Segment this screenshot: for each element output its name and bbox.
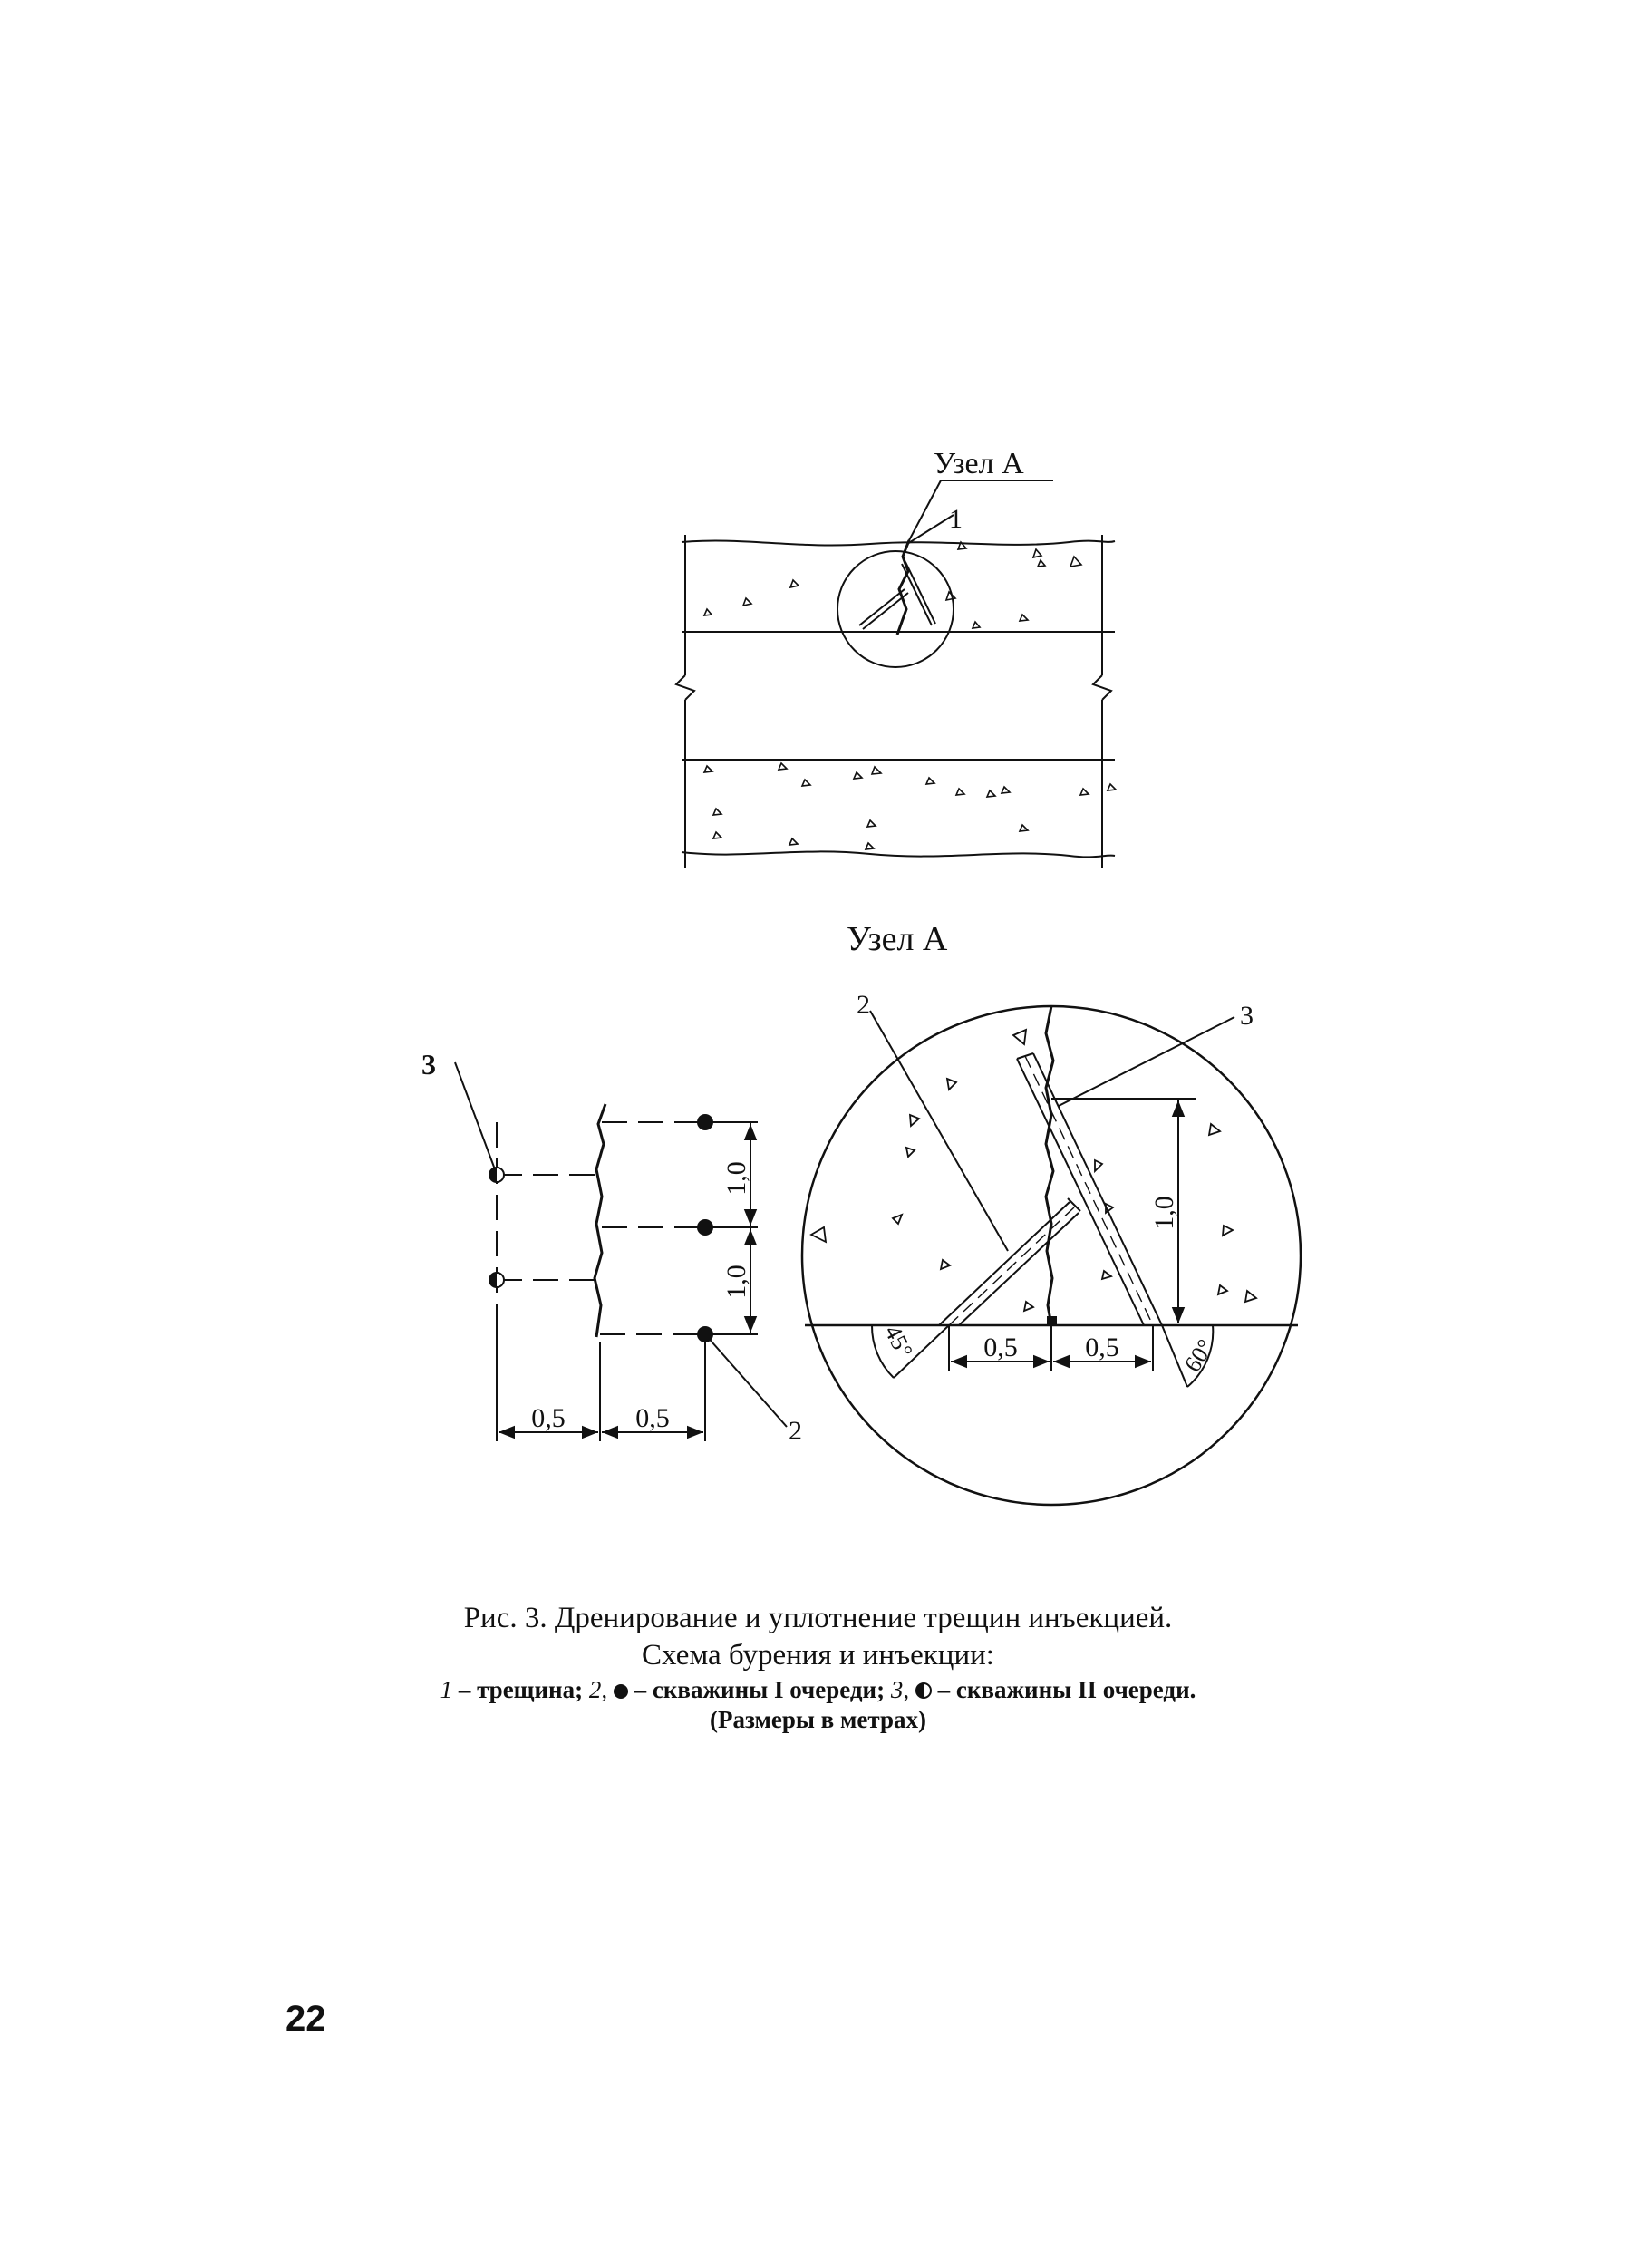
detail-title: Узел А xyxy=(847,920,948,958)
crack-number-label: 1 xyxy=(949,504,963,534)
wall-section xyxy=(676,480,1115,868)
detail-primary-leader xyxy=(870,1011,1008,1251)
plan-primary-leader xyxy=(705,1334,787,1427)
primary-hole xyxy=(697,1219,713,1236)
concrete-aggregate-top xyxy=(704,542,1081,628)
plan-dim-spacing-1: 1,0 xyxy=(721,1161,751,1196)
crack-base-marker xyxy=(1047,1316,1057,1325)
plan-crack xyxy=(595,1104,605,1337)
plan-dim-offset-1: 0,5 xyxy=(531,1403,566,1433)
figure-caption xyxy=(0,1600,1636,1736)
legend-2-number: 2, xyxy=(588,1675,608,1703)
secondary-hole xyxy=(489,1273,504,1287)
plan-primary-label: 2 xyxy=(789,1416,802,1446)
upper-slab-top-edge xyxy=(682,540,1115,545)
legend-3-text: – скважины II очереди. xyxy=(931,1675,1196,1703)
detail-dim-right: 0,5 xyxy=(1085,1333,1119,1362)
legend-1-text: – трещина; xyxy=(452,1675,589,1703)
legend-2-text: – скважины I очереди; xyxy=(627,1675,891,1703)
concrete-aggregate-detail xyxy=(811,1030,1256,1311)
detail-secondary-label: 3 xyxy=(1240,1001,1254,1031)
node-a-label-top: Узел А xyxy=(934,447,1024,480)
secondary-hole xyxy=(489,1168,504,1182)
detail-circle xyxy=(802,1006,1301,1505)
plan-secondary-leader xyxy=(455,1062,495,1169)
plan-dim-spacing-2: 1,0 xyxy=(721,1265,751,1299)
detail-primary-label: 2 xyxy=(857,990,870,1020)
caption-units: (Размеры в метрах) xyxy=(710,1706,926,1734)
concrete-aggregate-bottom xyxy=(704,763,1116,849)
detail-dim-height: 1,0 xyxy=(1149,1196,1179,1230)
primary-hole-symbol-icon xyxy=(614,1684,628,1699)
borehole-plan xyxy=(455,1062,787,1441)
detail-dim-left: 0,5 xyxy=(983,1333,1018,1362)
plan-secondary-label: 3 xyxy=(421,1048,436,1081)
secondary-hole-symbol-icon xyxy=(915,1682,932,1699)
legend-3-number: 3, xyxy=(890,1675,910,1703)
caption-subtitle: Схема бурения и инъекции: xyxy=(642,1639,994,1672)
plan-dim-offset-2: 0,5 xyxy=(635,1403,670,1433)
node-a-circle xyxy=(837,551,954,667)
caption-legend xyxy=(0,1675,1636,1706)
right-break-mark xyxy=(1093,675,1111,700)
legend-1-number: 1 xyxy=(440,1675,453,1703)
angle-60-label: 60° xyxy=(1178,1334,1219,1377)
caption-title: Рис. 3. Дренирование и уплотнение трещин инъекцией. xyxy=(463,1602,1173,1634)
lower-slab-bottom-edge xyxy=(682,851,1115,857)
crack-line xyxy=(897,540,909,635)
detail-crack xyxy=(1046,1006,1053,1325)
left-break-mark xyxy=(676,675,694,700)
page-number: 22 xyxy=(286,1999,326,2039)
primary-hole xyxy=(697,1326,713,1342)
angle-45-label: 45° xyxy=(879,1321,918,1362)
primary-hole xyxy=(697,1114,713,1130)
